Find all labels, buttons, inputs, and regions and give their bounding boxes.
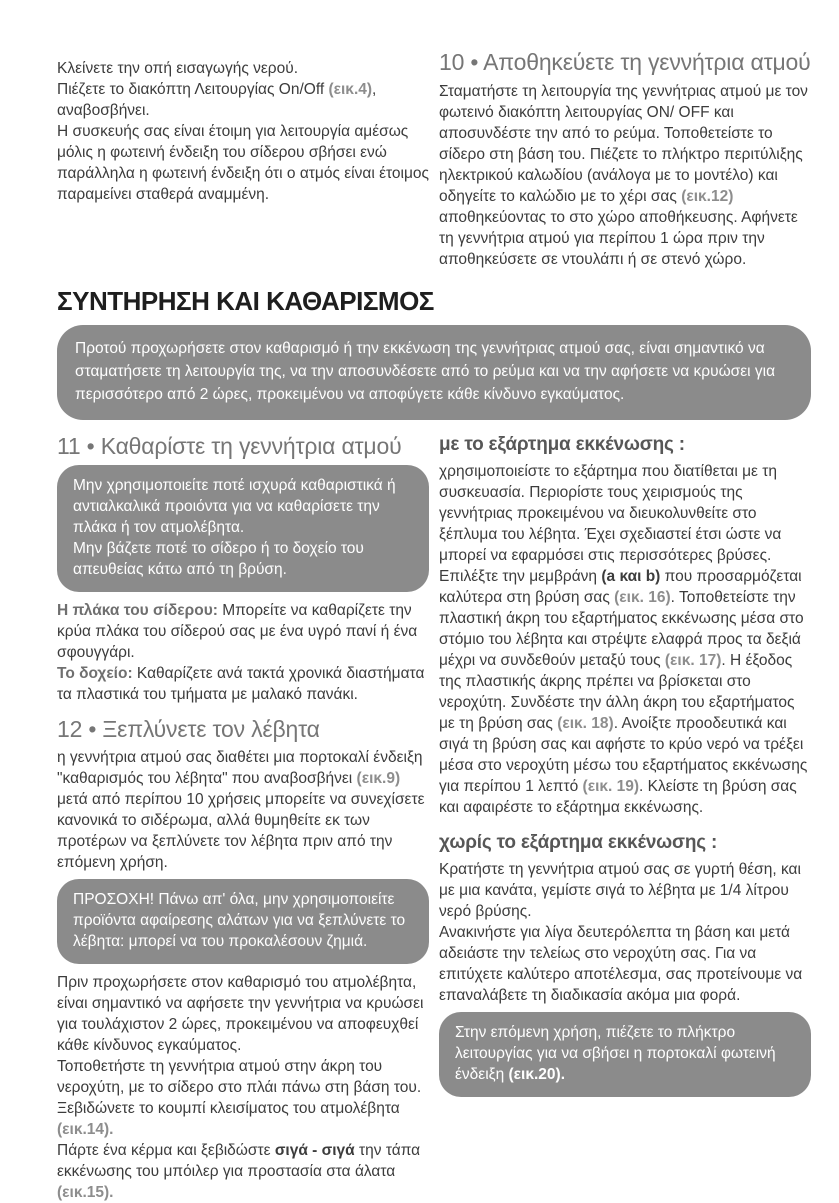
section-12-body-1: η γεννήτρια ατμού σας διαθέτει μια πορτοκαλί ένδειξη "καθαρισμός του λέβητα" που αναβοσβήνει (εικ.9) μετά από περίπου 10 χρήσεις μπορείτε να συνεχίσετε κανονικά το σιδέρωμα, αλλά θυμηθείτε εκ των προτέρων να ξεπλύνετε τον λέβητα πριν από την επόμενη χρήση.: [57, 749, 425, 872]
section-10-heading: 10 • Αποθηκεύετε τη γεννήτρια ατμού: [439, 49, 811, 75]
drain-without-heading: χωρίς το εξάρτημα εκκένωσης :: [439, 831, 718, 853]
maintenance-section: [57, 286, 811, 420]
top-row: [57, 50, 811, 270]
section-11-body: Η πλάκα του σίδερου: Μπορείτε να καθαρίζετε την κρύα πλάκα του σίδερού σας με ένα υγρό πανί ή ένα σφουγγάρι. Το δοχείο: Καθαρίζετε ανά τακτά χρονικά διαστήματα τα πλαστικά του τμήματα με μαλακό πανάκι.: [57, 601, 425, 703]
section-12-caution-text: ΠΡΟΣΟΧΗ! Πάνω απ' όλα, μην χρησιμοποιείτε προϊόντα αφαίρεσης αλάτων για να ξεπλύνετε το λέβητα: μπορεί να του προκαλέσουν ζημιά.: [73, 891, 406, 951]
section-11-warning-text: Μην χρησιμοποιείτε ποτέ ισχυρά καθαριστικά ή αντιαλκαλικά προιόντα για να καθαρίσετε την πλάκα ή τον ατμολέβητα. Μην βάζετε ποτέ το σίδερο ή το δοχείο του απευθείας κάτω από τη βρύση.: [73, 476, 396, 578]
left-column-top: [57, 50, 429, 205]
section-12-body-2: Πριν προχωρήσετε στον καθαρισμό του ατμολέβητα, είναι σημαντικό να αφήσετε την γεννήτρια να κρυώσει για τουλάχιστον 2 ώρες, προκειμένου να αποφευχθεί κάθε κίνδυνος εγκαύματος. Τοποθετήστε τη γεννήτρια ατμού στην άκρη του νεροχύτη, με το σίδερο στο πλάι πάνω στη βάση του. Ξεβιδώνετε το κουμπί κλεισίματος του ατμολέβητα (εικ.14). Πάρτε ένα κέρμα και ξεβιδώστε σιγά - σιγά την τάπα εκκένωσης του μπόιλερ για προστασία στα άλατα (εικ.15).: [57, 974, 424, 1202]
maintenance-warning-text: Προτού προχωρήσετε στον καθαρισμό ή την εκκένωση της γεννήτριας ατμού σας, είναι σημαντικό να σταματήσετε τη λειτουργία της, να την αποσυνδέσετε από το ρεύμα και να την αφήσετε να κρυώσει για περισσότερο από 2 ώρες, προκειμένου να αποφύγετε κάθε κίνδυνο εγκαύματος.: [75, 339, 776, 403]
next-use-note-box: [439, 1012, 811, 1097]
section-10-body: Σταματήστε τη λειτουργία της γεννήτριας ατμού με τον φωτεινό διακόπτη λειτουργίας ON/ OFF και αποσυνδέστε την από το ρεύμα. Τοποθετείστε το σίδερο στη βάση του. Πιέζετε το πλήκτρο περιτύλιξης ηλεκτρικού καλωδίου (ανάλογα με το μοντέλο) και οδηγείτε το καλώδιο με το χέρι σας (εικ.12) αποθηκεύοντας το στο χώρο αποθήκευσης. Αφήνετε τη γεννήτρια ατμού για περίπου 1 ώρα πριν την αποθηκεύσετε σε ντουλάπι ή σε στενό χώρο.: [439, 82, 808, 268]
maintenance-title: ΣΥΝΤΗΡΗΣΗ ΚΑΙ ΚΑΘΑΡΙΣΜΟΣ: [57, 285, 434, 316]
paragraph-water-inlet: Κλείνετε την οπή εισαγωγής νερού. Πιέζετε το διακόπτη Λειτουργίας On/Off (εικ.4), αναβοσβήνει. Η συσκευής σας είναι έτοιμη για λειτουργία αμέσως μόλις η φωτεινή ένδειξη του σίδερου σβήσει ενώ παράλληλα η φωτεινή ένδειξη ότι ο ατμός είναι έτοιμος παραμείνει σταθερά αναμμένη.: [57, 60, 429, 203]
left-column-bottom: [57, 434, 429, 1203]
section-12-caution-box: [57, 879, 429, 964]
right-column-top: [439, 50, 811, 270]
drain-with-heading: με το εξάρτημα εκκένωσης :: [439, 433, 685, 455]
section-12-heading: 12 • Ξεπλύνετε τον λέβητα: [57, 715, 320, 742]
bottom-row: [57, 434, 811, 1203]
next-use-note-text: Στην επόμενη χρήση, πιέζετε το πλήκτρο λειτουργίας για να σβήσει η πορτοκαλί φωτεινή ένδειξη (εικ.20).: [455, 1023, 776, 1083]
section-11-heading: 11 • Καθαρίστε τη γεννήτρια ατμού: [57, 432, 402, 459]
section-11-warning-box: [57, 465, 429, 592]
right-column-bottom: [439, 434, 811, 1105]
drain-with-body: χρησιμοποιείστε το εξάρτημα που διατίθεται με τη συσκευασία. Περιορίστε τους χειρισμούς της γεννήτριας προκειμένου να διευκολυνθείτε στο ξέπλυμα του λέβητα. Έχει σχεδιαστεί έτσι ώστε να μπορεί να εφαρμόσει στις περισσότερες βρύσες. Επιλέξτε την μεμβράνη (a και b) που προσαρμόζεται καλύτερα στη βρύση σας (εικ. 16). Τοποθετείστε την πλαστική άκρη του εξαρτήματος εκκένωσης μέσα στο στόμιο του λέβητα και στρέψτε ελαφρά προς τα δεξιά μέχρι να συνδεθούν μεταξύ τους (εικ. 17). Η έξοδος της πλαστικής άκρης πρέπει να βρίσκεται στο νεροχύτη. Συνδέστε την άλλη άκρη του εξαρτήματος με τη βρύση σας (εικ. 18). Ανοίξτε προοδευτικά και σιγά τη βρύση σας και αφήστε το κρύο νερό να τρέξει μέσα στο νεροχύτη μέσω του εξαρτήματος εκκένωσης για περίπου 1 λεπτό (εικ. 19). Κλείστε τη βρύση σας και αφαιρέστε το εξάρτημα εκκένωσης.: [439, 462, 808, 816]
drain-without-body: Κρατήστε τη γεννήτρια ατμού σας σε γυρτή θέση, και με μια κανάτα, γεμίστε σιγά το λέβητα με 1/4 λίτρου νερό βρύσης. Ανακινήστε για λίγα δευτερόλεπτα τη βάση και μετά αδειάστε την τελείως στο νεροχύτη σας. Για να επιτύχετε καλύτερο αποτέλεσμα, σας προτείνουμε να επαναλάβετε τη διαδικασία ακόμα μια φορά.: [439, 860, 803, 1004]
maintenance-warning-box: [57, 325, 811, 420]
